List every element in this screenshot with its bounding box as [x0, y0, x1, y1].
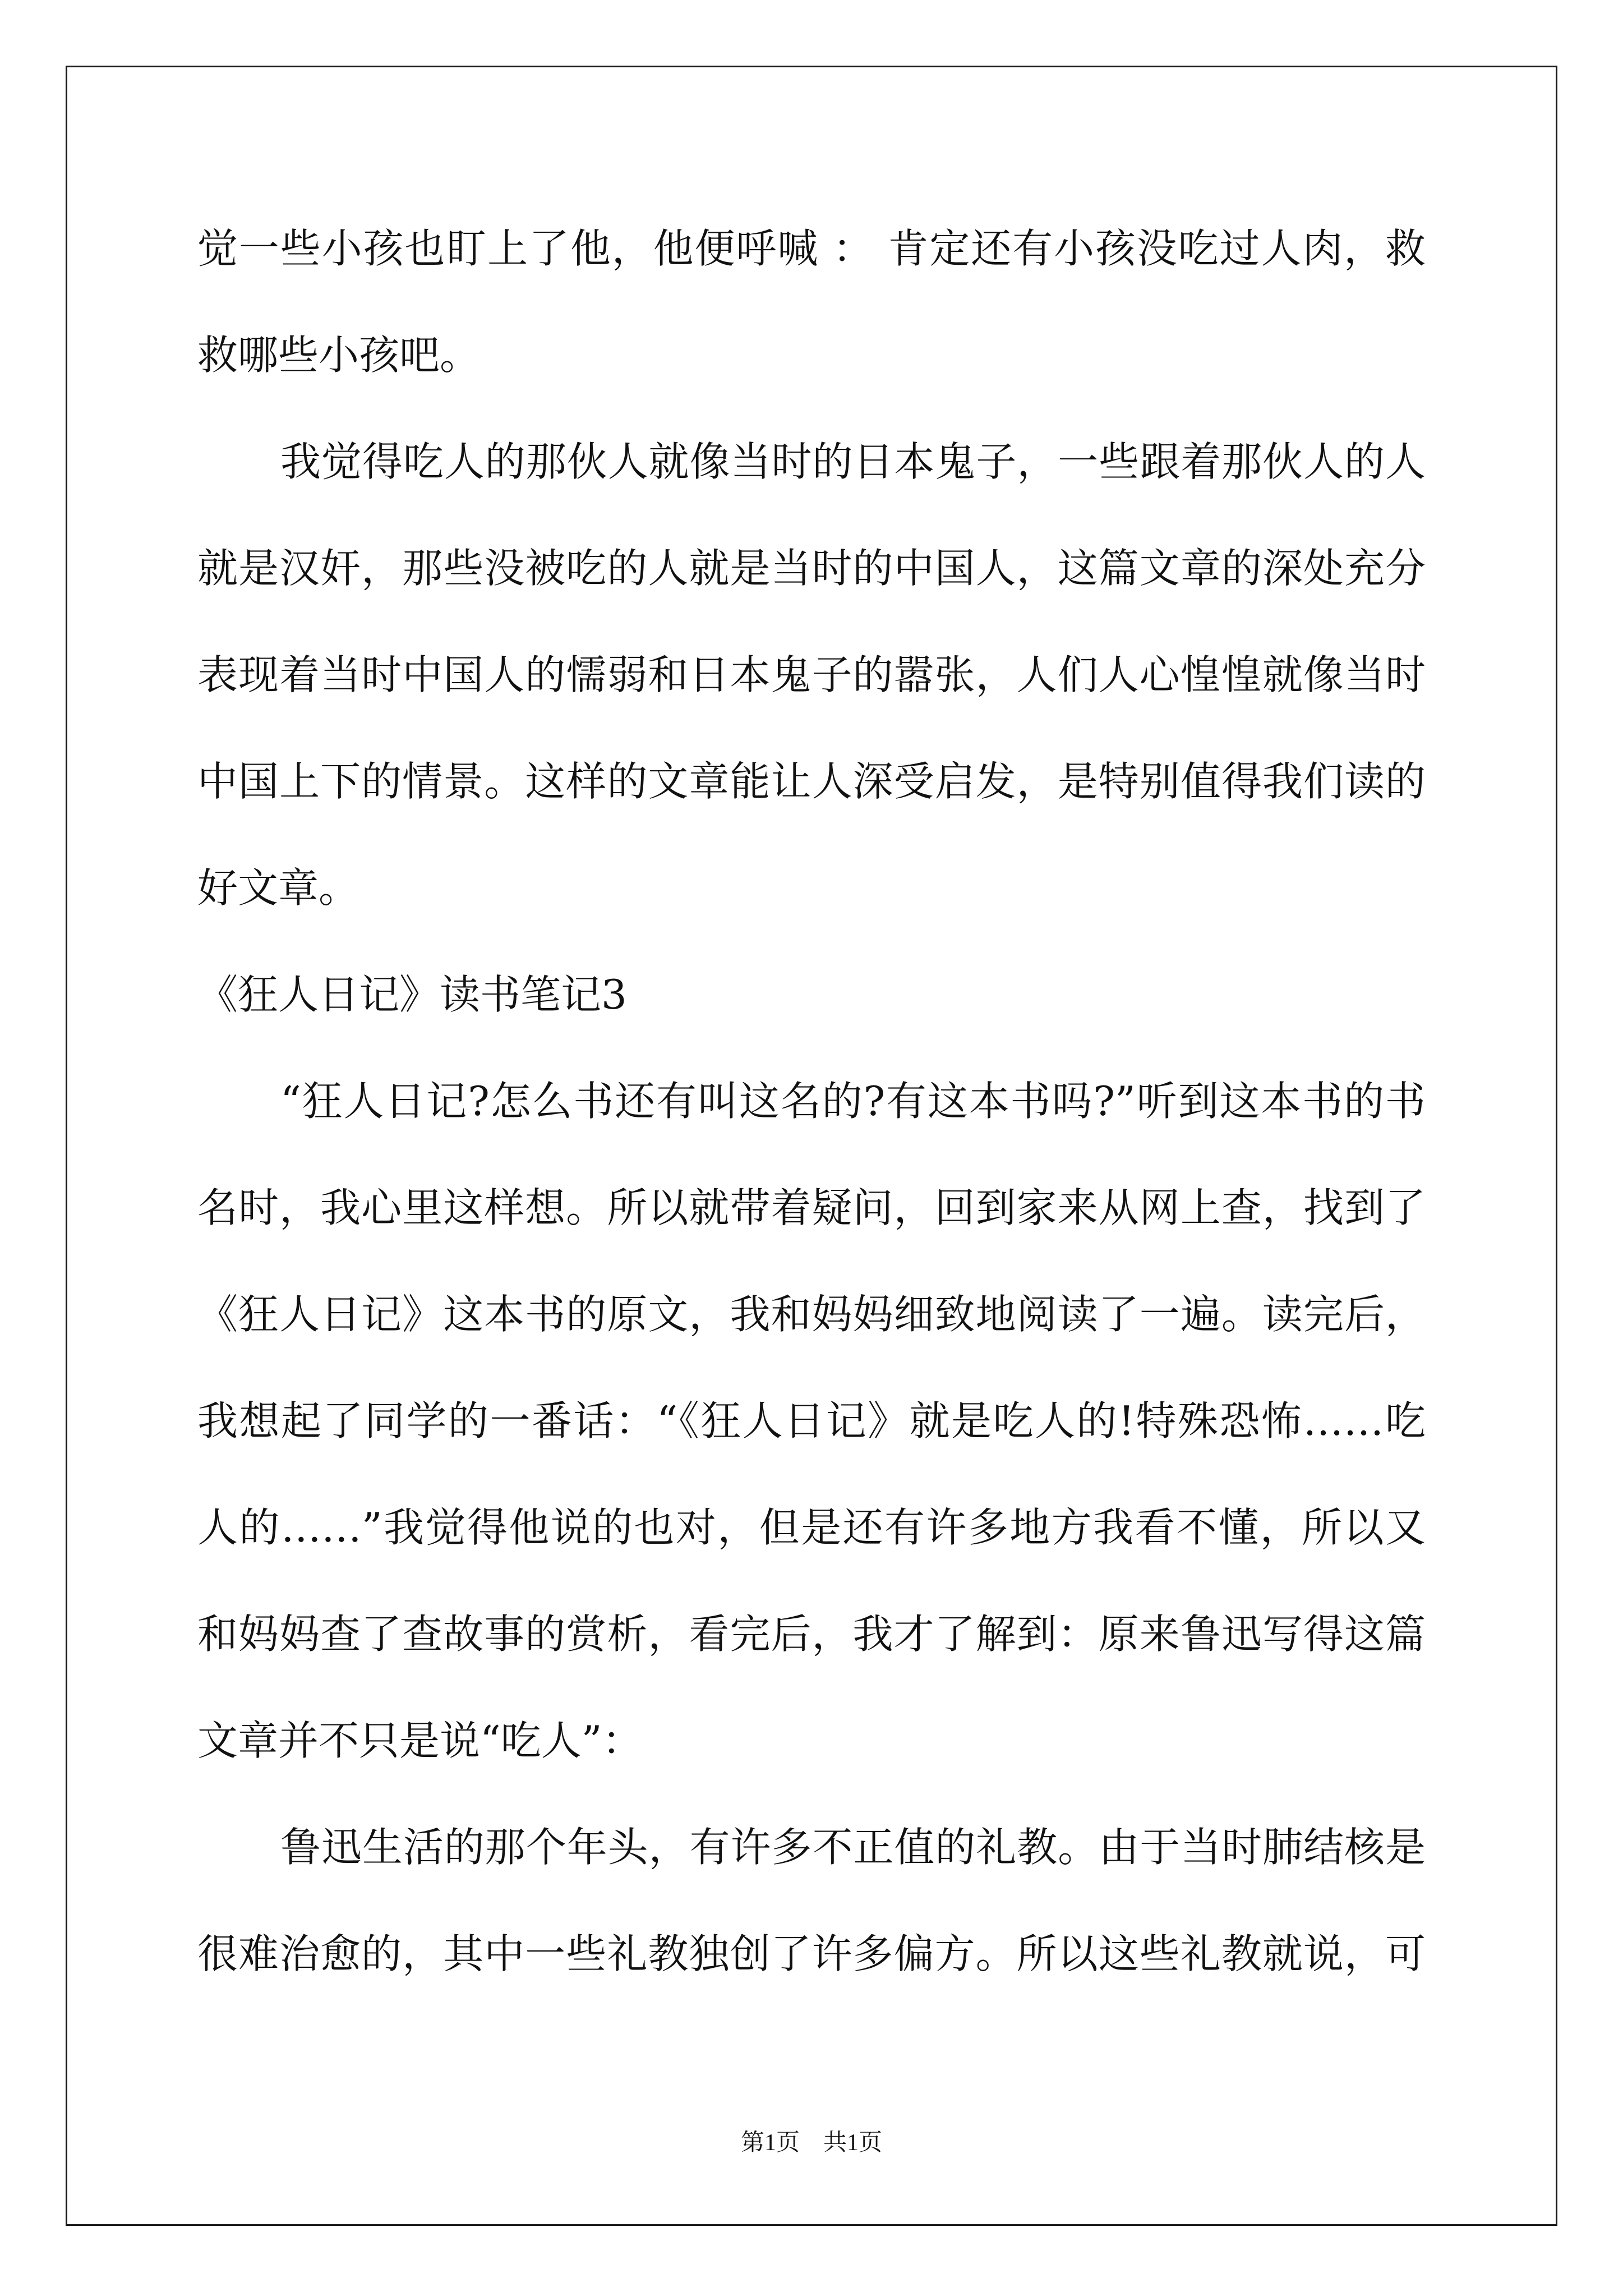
body-line: 我觉得吃人的那伙人就像当时的日本鬼子，一些跟着那伙人的人	[280, 438, 1426, 485]
body-line: 中国上下的情景。这样的文章能让人深受启发，是特别值得我们读的	[197, 758, 1426, 805]
body-line: 救哪些小孩吧。	[197, 332, 481, 379]
document-body	[197, 195, 1426, 2007]
body-line: 觉一些小孩也盯上了他，他便呼喊 ： 肯定还有小孩没吃过人肉，救	[197, 225, 1426, 272]
body-line: 很难治愈的，其中一些礼教独创了许多偏方。所以这些礼教就说，可	[197, 1930, 1426, 1977]
body-line: 《狂人日记》这本书的原文，我和妈妈细致地阅读了一遍。读完后，	[197, 1291, 1426, 1338]
body-line: 鲁迅生活的那个年头，有许多不正值的礼教。由于当时肺结核是	[280, 1824, 1426, 1871]
body-line: 就是汉奸，那些没被吃的人就是当时的中国人，这篇文章的深处充分	[197, 545, 1426, 592]
body-line: 名时，我心里这样想。所以就带着疑问，回到家来从网上查，找到了	[197, 1184, 1426, 1231]
body-line: 人的……”我觉得他说的也对，但是还有许多地方我看不懂，所以又	[197, 1504, 1426, 1551]
body-line: 和妈妈查了查故事的赏析，看完后，我才了解到：原来鲁迅写得这篇	[197, 1611, 1426, 1658]
body-line: 好文章。	[197, 864, 359, 912]
body-line: 表现着当时中国人的懦弱和日本鬼子的嚣张，人们人心惶惶就像当时	[197, 651, 1426, 698]
body-line: 我想起了同学的一番话：“《狂人日记》就是吃人的!特殊恐怖……吃	[197, 1397, 1426, 1444]
section-heading: 《狂人日记》读书笔记3	[197, 971, 627, 1018]
body-line: 文章并不只是说“吃人”：	[197, 1717, 643, 1764]
page-footer: 第1页 共1页	[740, 2130, 882, 2156]
body-line: “狂人日记?怎么书还有叫这名的?有这本书吗?”听到这本书的书	[280, 1078, 1426, 1125]
